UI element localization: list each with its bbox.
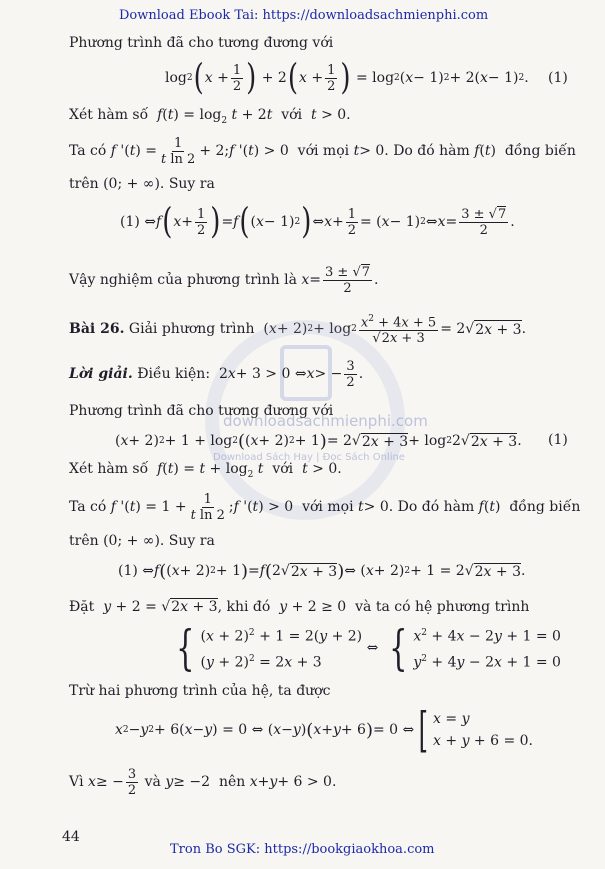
page-footer: Tron Bo SGK: https://bookgiaokhoa.com: [170, 842, 435, 857]
text-line: Xét hàm số $f(t) = t + \log_2 t$ với t > 0.: [69, 461, 342, 480]
text-fragment: Vì: [69, 774, 84, 790]
text-fragment: Đặt: [69, 599, 95, 615]
text-line: Trừ hai phương trình của hệ, ta được: [69, 683, 331, 699]
text-fragment: trên: [69, 176, 99, 192]
watermark-text: Download Sách Hay | Đọc Sách Online: [213, 452, 405, 463]
text-line: Vì x ≥ − $\frac{3}{2}$ và y ≥ −2 nên x + y + 6 > 0.: [69, 766, 337, 798]
text-fragment: . Do đó hàm: [388, 499, 475, 515]
text-fragment: đồng biến: [509, 499, 581, 515]
text-line: trên (0; + ∞). Suy ra: [69, 176, 215, 192]
exercise-label: Bài 26.: [69, 321, 125, 337]
text-line: Ta có f '( t ) = 1 + $\frac{1}{\text{t ln 2}}$ ; f '( t ) > 0 với mọi t > 0 . Do đó hàm f ( t ) đồng biến: [69, 491, 581, 523]
text-fragment: Giải phương trình: [128, 321, 255, 337]
text-fragment: , khi đó: [217, 599, 271, 615]
text-fragment: Xét hàm số: [69, 107, 149, 123]
equation: ( x + 2) 2 + 1 + log 2 ( ( x + 2) 2 + 1 ) = 2√ 2x + 3 + log 2 2√ 2x + 3 .: [115, 430, 522, 452]
equation-number: (1): [548, 432, 568, 448]
text-line: Vậy nghiệm của phương trình là x = $\frac{3 \pm √7}{2}$ .: [69, 264, 379, 296]
solution-label: Lời giải.: [69, 366, 133, 382]
text-line: Phương trình đã cho tương đương với: [69, 35, 334, 51]
text-fragment: . Suy ra: [159, 176, 215, 192]
text-fragment: đồng biến: [504, 143, 576, 159]
equation: log 2 ( x + $\frac{1}{2}$ ) + 2 ( x + $\frac{1}{2}$ ) = log 2 ( x − 1) 2 + 2( x − 1) 2 .: [165, 57, 529, 99]
text-fragment: . Do đó hàm: [384, 143, 470, 159]
text-line: trên (0; + ∞). Suy ra: [69, 533, 215, 549]
text-fragment: nên: [218, 774, 246, 790]
text-fragment: Xét hàm số: [69, 461, 149, 477]
text-line: Phương trình đã cho tương đương với: [69, 403, 334, 419]
equation: x 2 − y 2 + 6( x − y ) = 0 ⇔ ( x − y ) ( x + y + 6 ) = 0 ⇔ [ x = y x + y + 6 = 0.: [115, 702, 534, 758]
text-fragment: và ta có hệ phương trình: [355, 599, 530, 615]
text-fragment: với mọi: [302, 499, 354, 515]
page-number: 44: [62, 829, 80, 845]
text-line: Xét hàm số $f(t) = \log_2 t + 2t$ với t > 0.: [69, 107, 351, 126]
equation-system: { $(x + 2)^2 + 1 = 2(y + 2)$ $(y + 2)^2 = 2x + 3$ ⇔ { $x^2 + 4x - 2y + 1 = 0$ $y^2 + 4y - 2x + 1 = 0$: [176, 620, 561, 676]
text-fragment: Ta có: [69, 499, 107, 515]
text-fragment: với: [272, 461, 294, 477]
exercise-heading: Bài 26. Giải phương trình ( x + 2) 2 + log 2 $\frac{x^2 + 4x + 5}{√2x + 3}$ = 2√ 2x + 3 .: [69, 313, 527, 347]
equation: (1) ⇔ f ( x + $\frac{1}{2}$ ) = f ( ( x − 1) 2 ) ⇔ x + $\frac{1}{2}$ = ( x − 1) 2 ⇔ x = $\frac{3 \pm √7}{2}$ .: [120, 201, 515, 243]
watermark-text: downloadsachmienphi.com: [223, 412, 428, 430]
text-fragment: với: [281, 107, 303, 123]
text-fragment: Điều kiện:: [137, 366, 211, 382]
text-line: Lời giải. Điều kiện: 2 x + 3 > 0 ⇔ x > − $\frac{3}{2}$ .: [69, 358, 364, 390]
text-line: Ta có f '( t ) = $\frac{1}{\text{t ln 2}}$ + 2; f '( t ) > 0 với mọi t > 0 . Do đó hàm f ( t ) đồng biến: [69, 135, 576, 167]
text-fragment: Ta có: [69, 143, 107, 159]
equation-number: (1): [548, 70, 568, 86]
page-header: Download Ebook Tai: https://downloadsachmienphi.com: [119, 8, 489, 23]
equation: (1) ⇔ f ( ( x + 2) 2 + 1 ) = f ( 2√ 2x + 3 ) ⇔ ( x + 2) 2 + 1 = 2√ 2x + 3 .: [118, 560, 526, 582]
text-fragment: với mọi: [297, 143, 350, 159]
text-fragment: và: [144, 774, 161, 790]
text-line: Đặt y + 2 = √2x + 3, khi đó y + 2 ≥ 0 và ta có hệ phương trình: [69, 599, 530, 615]
text-fragment: Vậy nghiệm của phương trình là: [69, 272, 297, 288]
